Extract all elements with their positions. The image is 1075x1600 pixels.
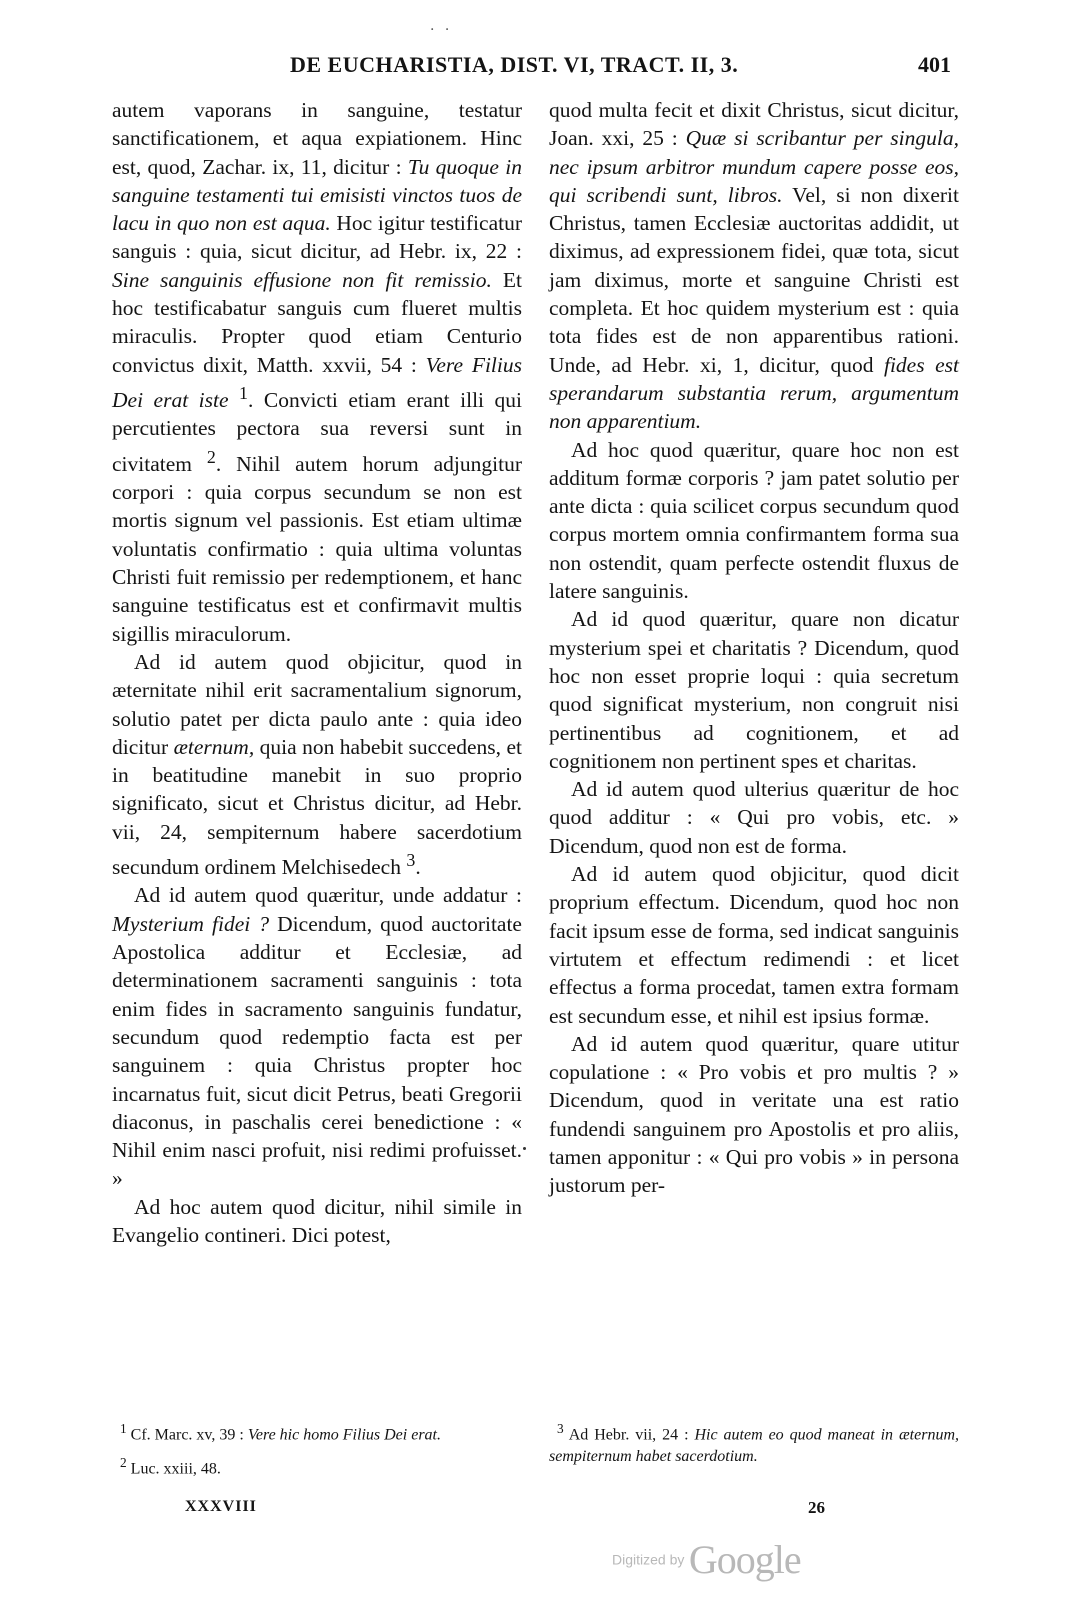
google-logo: Google [688, 1537, 801, 1582]
paragraph: Ad id autem quod quæritur, unde addatur : Mysterium fidei ? Dicendum, quod auctoritate Apostolica additur et Ecclesiæ, ad determinationem sacramenti sanguinis : tota enim fides in sacramento sanguinis fundatur, secundum quod redemptio facta est per sanguinem : quia Christus propter hoc incarnatus fuit, sicut dicit Petrus, beati Gregorii diaconus, in paschalis cerei benedictione : « Nihil enim nasci profuit, nisi redimi profuisset. » [112, 883, 522, 1191]
left-text-column [112, 96, 522, 1249]
paragraph: Ad hoc quod quæritur, quare hoc non est additum formæ corporis ? jam patet solutio per ante dicta : quia scilicet corpus secundum quod corpus mortem omnia confirmantem forma sua non ostendit, quam perfecte ostendit fluxus de latere sanguinis. [549, 437, 959, 604]
paragraph: autem vaporans in sanguine, testatur sanctificationem, et aqua expiationem. Hinc est, quod, Zachar. ix, 11, dicitur : Tu quoque in sanguine testamenti tui emisisti vinctos tuos de lacu in quo non est aqua. Hoc igitur testificatur sanguis : quia, sicut dicitur, ad Hebr. ix, 22 : Sine sanguinis effusione non fit remissio. Et hoc testificabatur sanguis cum flueret multis miraculis. Propter quod etiam Centurio convictus dixit, Matth. xxvii, 54 : Vere Filius Dei erat iste $^1$. Convicti etiam erant illi qui percutientes pectora sua reversi sunt in civitatem $^2$. Nihil autem horum adjungitur corpori : quia corpus secundum se non est mortis signum vel passionis. Est etiam ultimæ voluntatis confirmatio : quia ultima voluntas Christi fuit remissio per redemptionem, et hanc sanguine testificatus est et confirmavit multis sigillis miraculorum. [112, 98, 522, 646]
paragraph: Ad id autem quod objicitur, quod in æternitate nihil erit sacramentalium signorum, solutio patet per dicta paulo ante : quia ideo dicitur æternum, quia non habebit succedens, et in beatitudine manebit in suo proprio significato, sicut et Christus dicitur, ad Hebr. vii, 24, sempiternum habere sacerdotium secundum ordinem Melchisedech $^3$. [112, 649, 522, 880]
watermark-prefix: Digitized by [612, 1551, 685, 1568]
paragraph: Ad id autem quod objicitur, quod dicit proprium effectum. Dicendum, quod hoc non facit ipsum esse de forma, sed indicat sanguinis virtutem et effectum redimendi : et licet effectus a forma procedat, tamen extra formam est secundum esse, et nihil est ipsius formæ. [549, 862, 959, 1028]
running-header [0, 52, 1075, 86]
footnote: $^1$ Cf. Marc. xv, 39 : Vere hic homo Filius Dei erat. [120, 1421, 441, 1444]
folio-number: 26 [808, 1498, 825, 1517]
signature-mark: XXXVIII [185, 1498, 257, 1515]
digitized-watermark [612, 1536, 801, 1583]
paragraph: Ad hoc autem quod dicitur, nihil simile in Evangelio contineri. Dici potest, [112, 1194, 522, 1248]
footnote: $^3$ Ad Hebr. vii, 24 : Hic autem eo quod maneat in æternum, sempiternum habet sacerdotium. [549, 1421, 960, 1466]
right-text-column [549, 96, 959, 1200]
running-title: DE EUCHARISTIA, DIST. VI, TRACT. II, 3. [290, 52, 739, 77]
paragraph: Ad id autem quod ulterius quæritur de hoc quod additur : « Qui pro vobis, etc. » Dicendum, quod non est de forma. [549, 777, 959, 858]
ink-specks: · · [430, 22, 453, 38]
paragraph: Ad id autem quod quæritur, quare utitur copulatione : « Pro vobis et pro multis ? » Dicendum, quod in veritate una est ratio fundendi sanguinem pro Apostolis et pro aliis, tamen apponitur : « Qui pro vobis » in persona justorum per- [549, 1031, 959, 1198]
page-number: 401 [918, 52, 951, 77]
paragraph: Ad id quod quæritur, quare non dicatur mysterium spei et charitatis ? Dicendum, quod hoc non esset proprie loqui : quia secretum quod significat mysterium, non congruit nisi pertinentibus ad cognitionem, et ad cognitionem non pertinent spes et charitas. [549, 607, 959, 773]
footnotes-right [549, 1418, 959, 1474]
footnotes-left [112, 1418, 522, 1487]
paragraph: quod multa fecit et dixit Christus, sicut dicitur, Joan. xxi, 25 : Quæ si scribantur per singula, nec ipsum arbitror mundum capere posse eos, qui scribendi sunt, libros. Vel, si non dixerit Christus, tamen Ecclesiæ auctoritas addidit, ut diximus, ad expressionem fidei, quæ tota, sicut jam diximus, morte et sanguine Christi est completa. Et hoc quidem mysterium est : quia tota fides est de non apparentibus rationi. Unde, ad Hebr. xi, 1, dicitur, quod fides est sperandarum substantia rerum, argumentum non apparentium. [549, 98, 960, 434]
footnote: $^2$ Luc. xxiii, 48. [120, 1455, 221, 1478]
ink-dot [523, 1147, 526, 1150]
